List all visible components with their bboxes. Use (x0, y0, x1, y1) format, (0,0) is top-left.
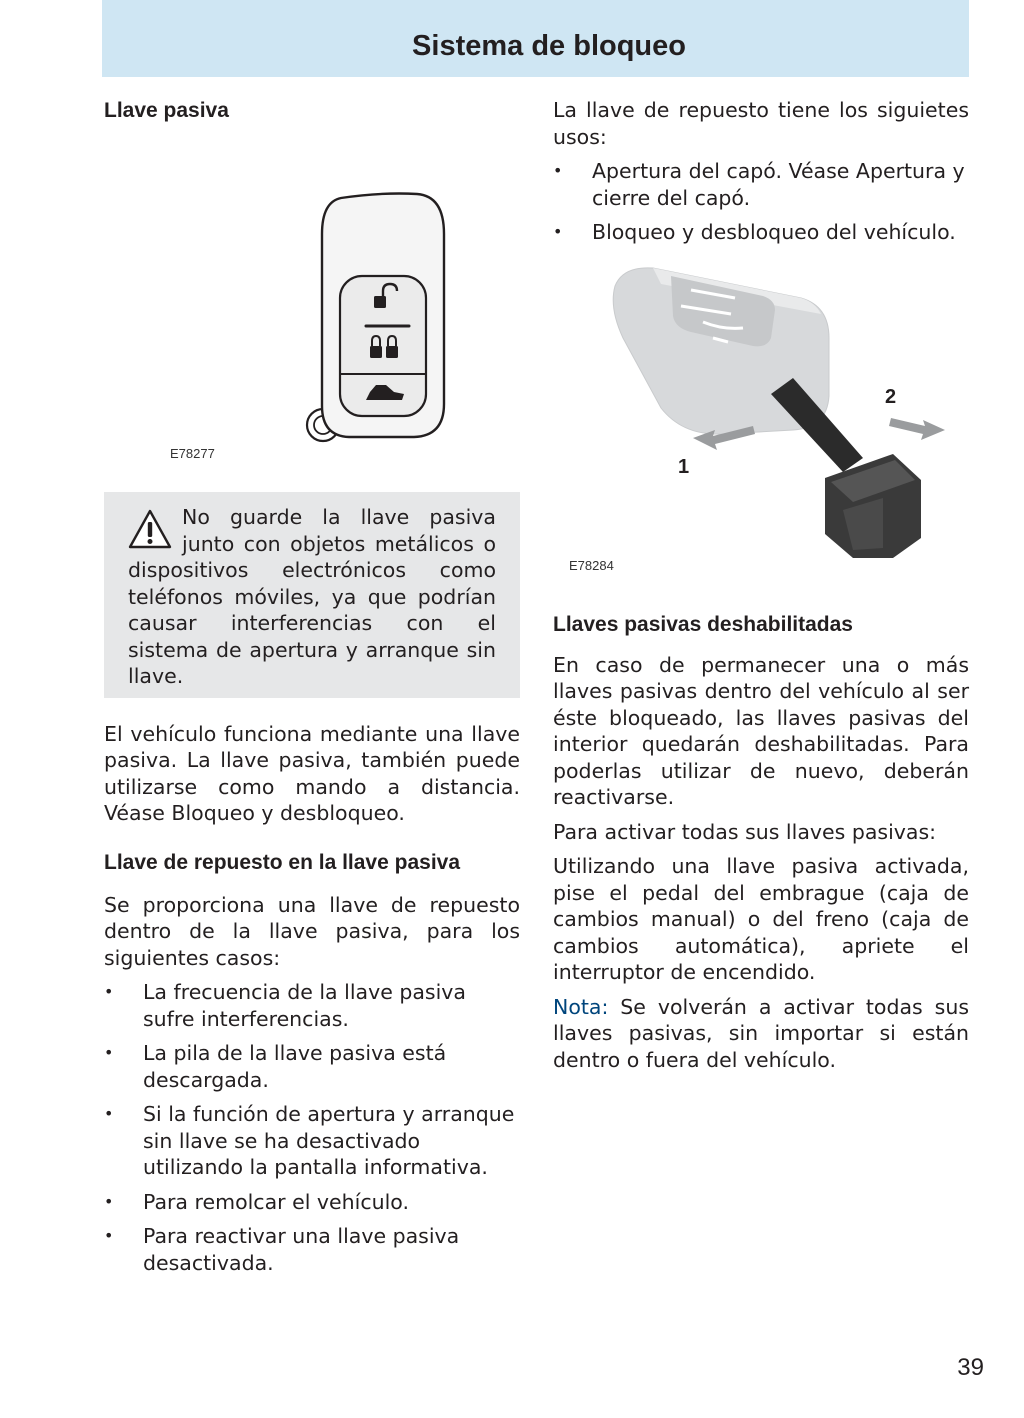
heading-llave-repuesto: Llave de repuesto en la llave pasiva (104, 850, 461, 874)
figure-code: E78284 (569, 557, 614, 573)
list-item: • Si la función de apertura y arranque sin llave se ha desactivado utilizando la pantalla informativa. (104, 1102, 515, 1179)
paragraph-usos: La llave de repuesto tiene los siguietes usos: (553, 98, 969, 149)
heading-llave-pasiva: Llave pasiva (104, 99, 229, 122)
figure-code: E78277 (170, 446, 215, 461)
nota-label: Nota: (553, 994, 609, 1019)
paragraph-nota (553, 994, 969, 1074)
nota-text: Se volverán a activar todas sus llaves pasivas, sin importar si están dentro o fuera del vehículo. (553, 994, 969, 1072)
label-2: 2 (885, 385, 897, 408)
paragraph-activar: Para activar todas sus llaves pasivas: (553, 819, 937, 844)
list-item: • Para remolcar el vehículo. (104, 1189, 409, 1214)
list-item: • La frecuencia de la llave pasiva sufre interferencias. (104, 980, 466, 1031)
paragraph-repuesto: Se proporciona una llave de repuesto dentro de la llave pasiva, para los siguientes casos: (104, 892, 520, 970)
list-item: • Apertura del capó. Véase Apertura y cierre del capó. (553, 159, 965, 210)
paragraph-procedimiento: Utilizando una llave pasiva activada, pise el pedal del embrague (caja de cambios manual) o del freno (caja de cambios automática), apriete el interruptor de encendido. (553, 854, 969, 984)
list-casos (104, 979, 520, 1276)
warning-icon (126, 506, 174, 554)
page-number: 39 (957, 1354, 984, 1381)
warning-box (104, 492, 520, 698)
page-header (102, 0, 969, 77)
figure-passive-key (104, 124, 520, 469)
page-title: Sistema de bloqueo (412, 30, 686, 62)
list-item: • Bloqueo y desbloqueo del vehículo. (553, 220, 956, 244)
spare-key-illustration (553, 258, 969, 633)
right-column (553, 97, 969, 1081)
passive-key-illustration (104, 124, 520, 469)
warning-text: No guarde la llave pasiva junto con objetos metálicos o dispositivos electrónicos como teléfonos móviles, ya que podrían causar interferencias con el sistema de apertura y arranque sin llave. (128, 505, 496, 688)
heading-llaves-deshabilitadas: Llaves pasivas deshabilitadas (553, 612, 853, 636)
label-1: 1 (678, 455, 690, 478)
list-item: • La pila de la llave pasiva está descargada. (104, 1041, 447, 1092)
figure-spare-key (553, 258, 969, 633)
paragraph-intro: El vehículo funciona mediante una llave pasiva. La llave pasiva, también puede utilizarse como mando a distancia. Véase Bloqueo y desbloqueo. (104, 721, 520, 825)
paragraph-deshabilitadas: En caso de permanecer una o más llaves pasivas dentro del vehículo al ser éste bloqueado, las llaves pasivas del interior quedarán deshabilitadas. Para poderlas utilizar de nuevo, deberán reactivarse. (553, 652, 969, 809)
list-item: • Para reactivar una llave pasiva desactivada. (104, 1224, 460, 1275)
list-usos (553, 158, 969, 246)
left-column (104, 97, 520, 1284)
